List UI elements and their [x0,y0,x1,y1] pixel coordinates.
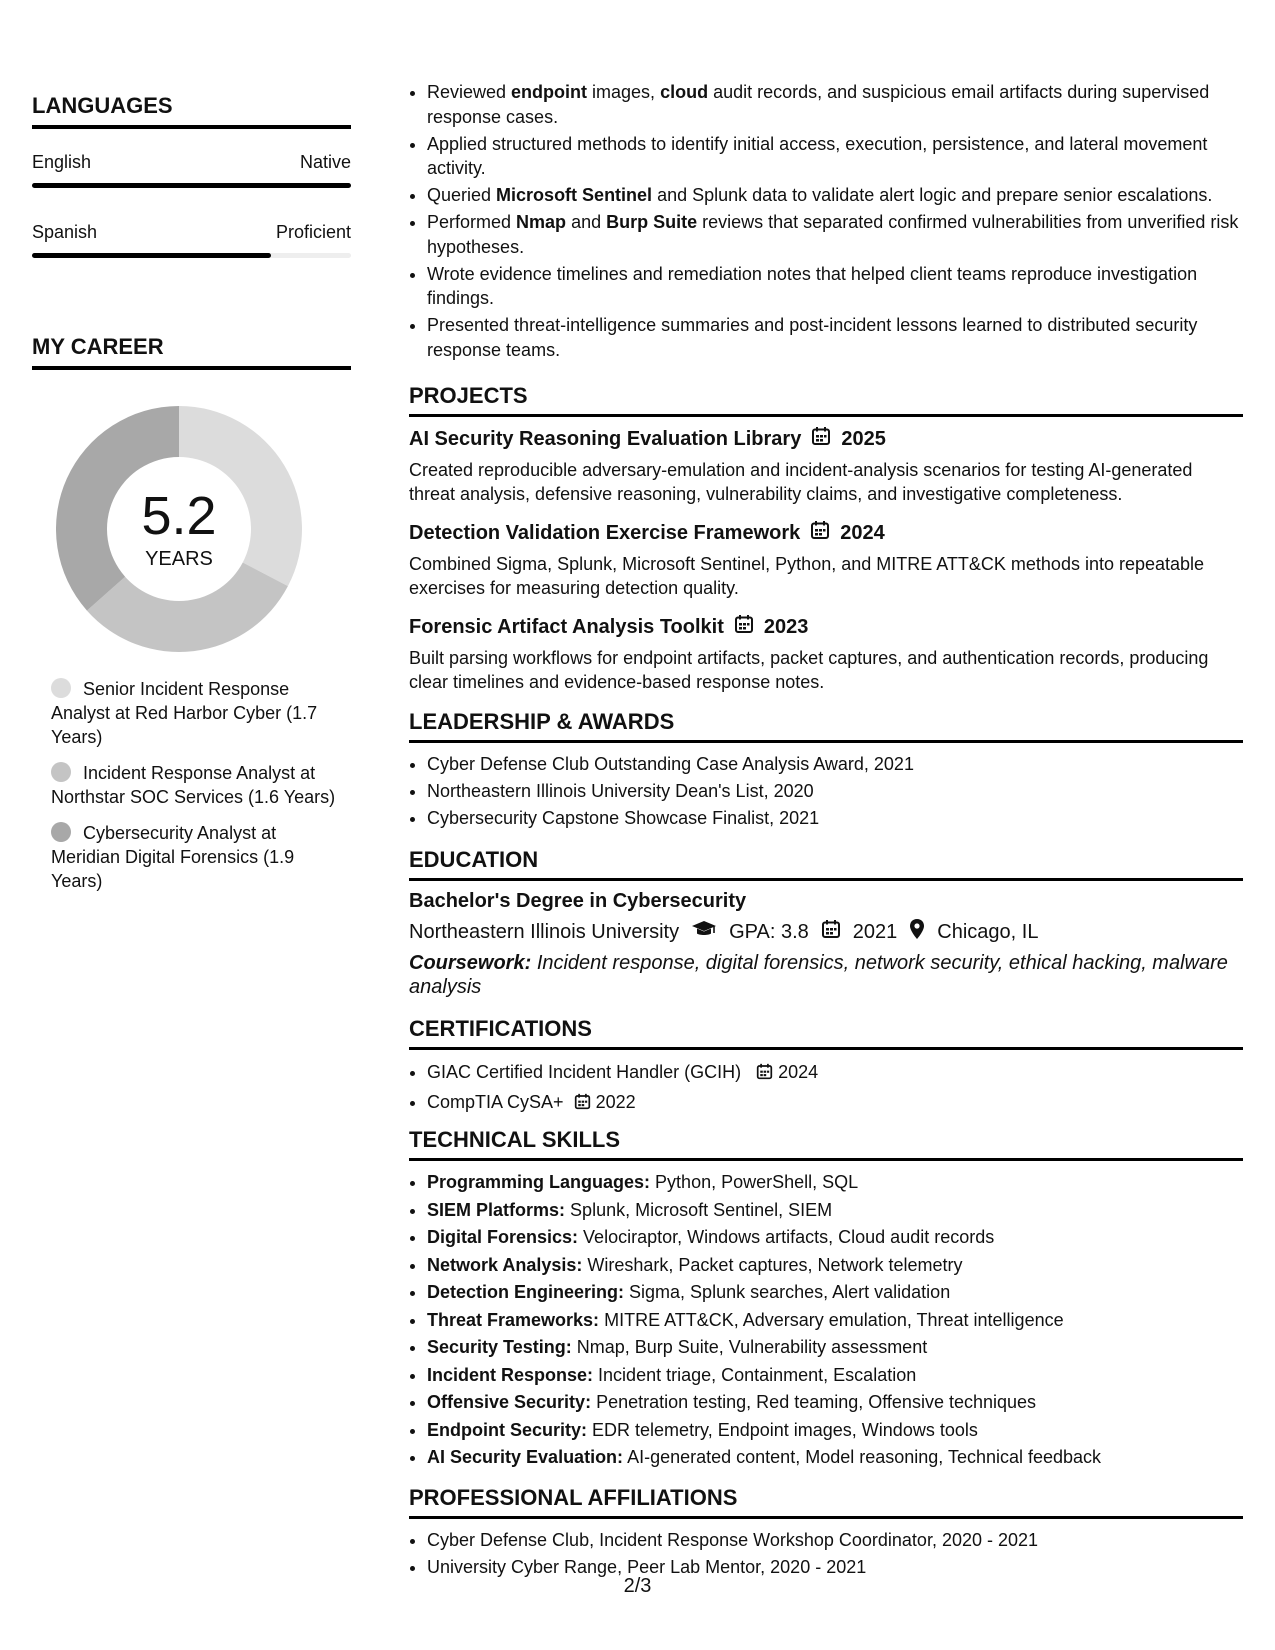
experience-bullet [427,262,1261,311]
skill-item [427,1390,1243,1415]
skill-item [427,1280,1243,1305]
certification-name: CompTIA CySA+ [427,1091,564,1112]
language-english [32,152,351,188]
skills-section [409,1127,1243,1473]
skill-item [427,1363,1243,1388]
skill-item [427,1170,1243,1195]
education-details [409,918,1243,946]
certifications-section [409,1016,1243,1118]
leadership-list [409,752,1243,831]
experience-bullet [427,210,1261,259]
skill-values: Sigma, Splunk searches, Alert validation [629,1282,951,1302]
project-year: 2024 [840,521,885,544]
career-legend [51,677,341,905]
skill-category: Offensive Security: [427,1392,592,1412]
bullet-text: and Splunk data to validate alert logic and prepare senior escalations. [652,185,1213,205]
coursework-label: Coursework: [409,952,532,974]
bullet-text: reviews that separated confirmed vulnerabilities from unverified risk hypotheses. [427,212,1239,257]
page-number: 2/3 [623,1575,652,1597]
calendar-icon [756,1062,773,1082]
project-title: Forensic Artifact Analysis Toolkit [409,615,724,638]
experience-bullet [427,183,1261,208]
language-spanish [32,222,351,258]
language-name: English [32,152,92,172]
legend-item [51,821,341,893]
certification-year: 2024 [778,1062,819,1082]
list-item: • Cyber Defense Club Outstanding Case Analysis Award, 2021 [427,752,1243,777]
skill-item [427,1225,1243,1250]
certifications-list [409,1059,1243,1116]
bullet-text: Reviewed [427,82,512,102]
skill-category: Threat Frameworks: [427,1309,600,1330]
highlight-term: cloud [660,82,709,102]
bullet-text: Wrote evidence timelines and remediation notes that helped client teams reproduce investigation findings. [427,263,1198,308]
skill-values: Wireshark, Packet captures, Network telemetry [587,1254,963,1275]
bullet-text: audit records, and suspicious email artifacts during supervised response cases. [427,82,1210,127]
skill-values: Nmap, Burp Suite, Vulnerability assessment [576,1337,928,1357]
projects-heading: PROJECTS [409,383,1243,417]
certification-name: GIAC Certified Incident Handler (GCIH) [427,1062,742,1082]
language-level: Native [299,152,351,172]
languages-heading: LANGUAGES [32,93,351,129]
skills-heading: TECHNICAL SKILLS [409,1127,1243,1161]
calendar-icon [810,520,830,546]
leadership-section [409,709,1243,833]
language-level: Proficient [275,222,351,242]
language-proficiency-fill [32,253,271,258]
project-description: Combined Sigma, Splunk, Microsoft Sentinel, Python, and MITRE ATT&CK methods into repeatable exercises for measuring detection quality. [409,554,1205,598]
legend-swatch [51,762,71,782]
skill-values: AI-generated content, Model reasoning, Technical feedback [627,1447,1102,1467]
coursework-text: Incident response, digital forensics, network security, ethical hacking, malware analysis [409,952,1228,998]
highlight-term: Nmap [516,212,567,232]
calendar-icon [811,426,831,452]
skill-category: AI Security Evaluation: [427,1447,624,1467]
experience-bullet [427,132,1261,181]
skill-item [427,1253,1243,1278]
graduation-cap-icon [691,919,717,945]
calendar-icon [734,614,754,640]
skill-item [427,1308,1243,1333]
language-proficiency-bar [32,183,351,188]
skill-item [427,1418,1243,1443]
skill-category: Programming Languages: [427,1172,651,1192]
skill-category: Endpoint Security: [427,1419,588,1440]
legend-label: Cybersecurity Analyst at Meridian Digital Forensics (1.9 Years) [51,823,295,891]
skill-values: MITRE ATT&CK, Adversary emulation, Threat intelligence [604,1309,1064,1330]
project-item [409,426,1243,506]
skill-values: EDR telemetry, Endpoint images, Windows tools [592,1419,978,1440]
project-year: 2025 [841,427,886,450]
project-item [409,520,1243,600]
bullet-text: Presented threat-intelligence summaries and post-incident lessons learned to distributed security response teams. [427,315,1198,360]
certification-item [427,1059,1243,1086]
skill-values: Penetration testing, Red teaming, Offensive techniques [596,1392,1037,1412]
location: Chicago, IL [937,920,1039,943]
career-total-years: 5.2 [141,485,217,546]
bullet-text: and [566,212,607,232]
education-section [409,847,1243,999]
gpa: GPA: 3.8 [729,920,809,943]
career-total-unit: YEARS [145,547,213,570]
legend-swatch [51,822,71,842]
leadership-heading: LEADERSHIP & AWARDS [409,709,1243,743]
list-item: • Cyber Defense Club, Incident Response Workshop Coordinator, 2020 - 2021 [427,1528,1243,1553]
school-name: Northeastern Illinois University [409,920,680,943]
bullet-text: images, [587,82,661,102]
project-year: 2023 [763,615,809,638]
affiliations-list [409,1528,1243,1580]
project-description: Created reproducible adversary-emulation and incident-analysis scenarios for testing AI-generated threat analysis, defensive reasoning, vulnerability claims, and investigative completeness. [409,460,1193,504]
skill-category: SIEM Platforms: [427,1199,566,1220]
skill-category: Security Testing: [427,1337,572,1357]
skill-values: Velociraptor, Windows artifacts, Cloud audit records [583,1227,995,1247]
list-item: • Cybersecurity Capstone Showcase Finalist, 2021 [427,806,1243,831]
project-title: Detection Validation Exercise Framework [409,521,801,544]
legend-item [51,761,341,809]
projects-section [409,383,1243,694]
language-proficiency-bar [32,253,351,258]
graduation-year: 2021 [852,920,898,943]
certification-year: 2022 [595,1091,636,1112]
skill-category: Detection Engineering: [427,1282,625,1302]
bullet-text: Applied structured methods to identify initial access, execution, persistence, and lateral movement activity. [427,133,1208,178]
career-heading: MY CAREER [32,334,351,370]
project-title: AI Security Reasoning Evaluation Library [409,427,802,450]
experience-bullets [409,80,1261,365]
list-item: • University Cyber Range, Peer Lab Mentor, 2020 - 2021 [427,1555,1243,1580]
affiliations-heading: PROFESSIONAL AFFILIATIONS [409,1485,1243,1519]
skill-item [427,1198,1243,1223]
education-heading: EDUCATION [409,847,1243,881]
degree-title: Bachelor's Degree in Cybersecurity [409,890,747,912]
list-item: • Northeastern Illinois University Dean's List, 2020 [427,779,1243,804]
calendar-icon [821,919,841,945]
legend-item [51,677,341,749]
bullet-text: Queried [427,185,497,205]
skill-item [427,1445,1243,1470]
highlight-term: Burp Suite [606,212,698,232]
coursework [409,951,1243,999]
affiliations-section [409,1485,1243,1582]
certification-item [427,1089,1243,1116]
skill-item [427,1335,1243,1360]
location-pin-icon [909,918,925,946]
language-proficiency-fill [32,183,351,188]
skill-values: Incident triage, Containment, Escalation [598,1364,917,1385]
legend-swatch [51,678,71,698]
skill-category: Digital Forensics: [427,1227,579,1247]
bullet-text: Performed [427,212,517,232]
highlight-term: Microsoft Sentinel [496,185,653,205]
calendar-icon [574,1092,591,1112]
skill-values: Splunk, Microsoft Sentinel, SIEM [570,1199,833,1220]
language-name: Spanish [32,222,98,242]
experience-bullet [427,313,1261,362]
career-donut-chart [56,406,302,652]
project-item [409,614,1243,694]
skills-list [409,1170,1243,1470]
certifications-heading: CERTIFICATIONS [409,1016,1243,1050]
skill-category: Network Analysis: [427,1254,583,1275]
highlight-term: endpoint [511,82,588,102]
project-description: Built parsing workflows for endpoint artifacts, packet captures, and authentication records, producing clear timelines and evidence-based response notes. [409,648,1209,692]
experience-bullet [427,80,1261,129]
legend-label: Incident Response Analyst at Northstar SOC Services (1.6 Years) [51,763,336,807]
legend-label: Senior Incident Response Analyst at Red Harbor Cyber (1.7 Years) [51,679,318,747]
skill-values: Python, PowerShell, SQL [655,1172,859,1192]
skill-category: Incident Response: [427,1364,594,1385]
